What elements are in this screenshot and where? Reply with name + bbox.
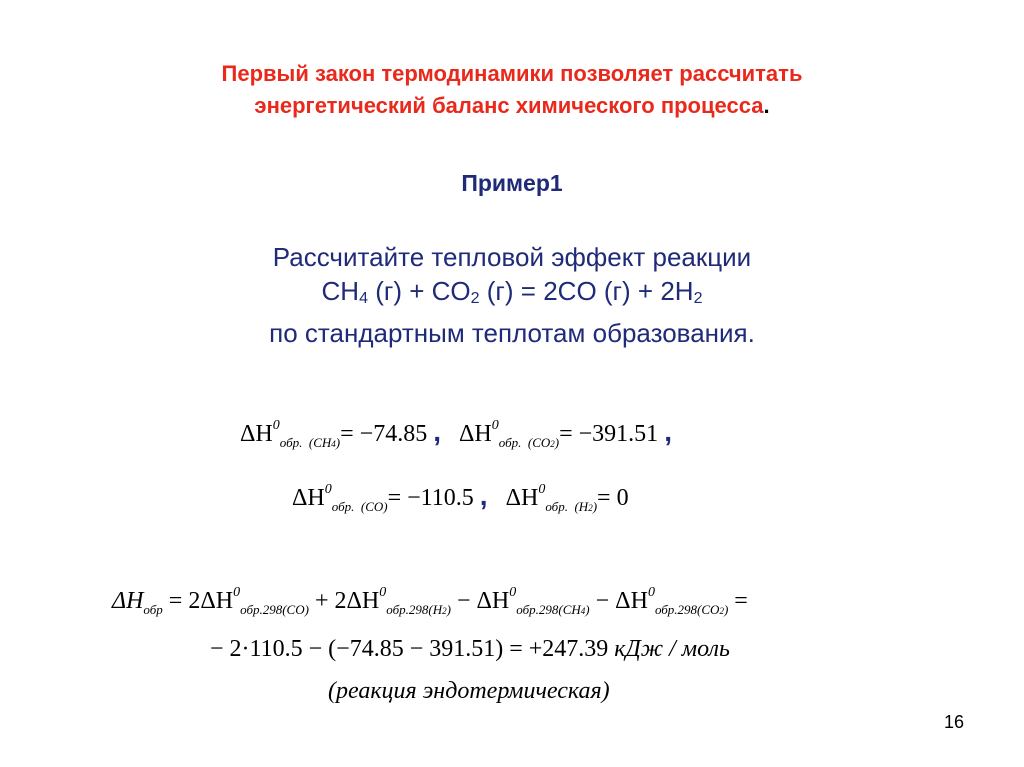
sub-species: (CO) xyxy=(360,499,388,514)
dh-symbol: ΔH xyxy=(240,421,273,447)
sub-obr: обр xyxy=(143,602,163,617)
sub-close: ) xyxy=(585,602,590,617)
title-line-2 xyxy=(0,90,1024,122)
sub-close: ) xyxy=(592,499,598,514)
value-h2: = 0 xyxy=(597,485,629,511)
sub-label xyxy=(332,499,388,514)
sub-label xyxy=(516,602,589,617)
calc-unit: кДж / моль xyxy=(614,636,730,662)
calc-term: − ΔH xyxy=(450,588,510,614)
dh-symbol: ΔH xyxy=(292,485,325,511)
sup-zero: 0 xyxy=(647,585,655,600)
value-co2: = −391.51 xyxy=(559,421,659,447)
values-row-2 xyxy=(292,480,629,512)
sub-obr: обр. xyxy=(331,499,355,514)
title-line-2-text: энергетический баланс химического процесса xyxy=(254,93,764,118)
value-co: = −110.5 xyxy=(387,485,474,511)
sub-species: (CO xyxy=(527,435,551,450)
sub-index: 2 xyxy=(719,606,724,616)
sub-index: 4 xyxy=(580,606,586,616)
calc-term: + 2ΔH xyxy=(308,588,380,614)
sup-zero: 0 xyxy=(538,482,546,497)
value-ch4: = −74.85 xyxy=(340,421,428,447)
calc-term: − ΔH xyxy=(589,588,648,614)
task-statement xyxy=(0,240,1024,350)
sup-zero: 0 xyxy=(509,585,517,600)
eq-sub: 2 xyxy=(470,290,480,307)
eq-sub: 2 xyxy=(693,290,703,307)
note-text: (реакция эндотермическая) xyxy=(328,678,610,704)
dh-symbol: ΔH xyxy=(505,485,539,511)
sub-index: 2 xyxy=(588,503,593,513)
separator-comma: , xyxy=(479,480,488,511)
sub-species: (CH xyxy=(308,435,332,450)
dh-symbol: ΔH xyxy=(458,421,492,447)
dh-co xyxy=(292,482,474,514)
eq-part: (г) = 2CO (г) + 2H xyxy=(479,276,694,306)
sub-close: ) xyxy=(446,602,451,617)
sub-close: ) xyxy=(554,435,560,450)
sub-label xyxy=(545,499,597,514)
example-heading: Пример1 xyxy=(461,170,563,196)
values-row-1 xyxy=(240,416,672,448)
eq-part: CH xyxy=(321,276,360,306)
sub-species: обр.298(CO xyxy=(654,602,720,617)
title-period: . xyxy=(763,93,770,118)
sup-zero: 0 xyxy=(324,482,332,497)
dh-symbol: ΔH xyxy=(112,588,144,614)
sub-species: (H xyxy=(574,499,589,514)
sub-obr: обр. xyxy=(545,499,568,514)
calc-line-2 xyxy=(210,636,730,663)
dh-co2 xyxy=(458,418,659,450)
task-line-3: по стандартным теплотам образования. xyxy=(269,318,755,348)
calc-result: − 2·110.5 − (−74.85 − 391.51) = +247.39 xyxy=(210,636,615,662)
eq-sub: 4 xyxy=(359,290,368,307)
separator-comma: , xyxy=(664,416,672,447)
sub-obr: обр. xyxy=(279,435,303,450)
dh-ch4 xyxy=(240,418,428,450)
reaction-note xyxy=(328,678,610,705)
sub-index: 4 xyxy=(331,439,336,449)
sub-label: обр.298(CO) xyxy=(240,602,309,617)
task-line-1: Рассчитайте тепловой эффект реакции xyxy=(272,242,752,272)
calc-term: = 2ΔH xyxy=(162,588,234,614)
slide-title xyxy=(0,58,1024,122)
sub-label xyxy=(499,435,559,450)
sub-label xyxy=(280,435,340,450)
sub-index: 2 xyxy=(442,606,447,616)
eq-part: (г) + CO xyxy=(367,276,471,306)
sup-zero: 0 xyxy=(379,585,387,600)
sub-label xyxy=(386,602,451,617)
sub-close: ) xyxy=(723,602,729,617)
sub-index: 2 xyxy=(550,439,555,449)
sup-zero: 0 xyxy=(272,418,280,433)
calc-line-1 xyxy=(112,585,748,617)
sub-species: обр.298(H xyxy=(386,602,443,617)
page-number: 16 xyxy=(944,712,965,732)
separator-comma: , xyxy=(433,416,441,447)
sub-label xyxy=(655,602,728,617)
sup-zero: 0 xyxy=(491,418,499,433)
sup-zero: 0 xyxy=(233,585,241,600)
dh-h2 xyxy=(505,482,629,514)
calc-term: = xyxy=(728,588,748,614)
sub-species: обр.298(CH xyxy=(516,602,581,617)
sub-obr: обр. xyxy=(498,435,522,450)
reaction-equation xyxy=(0,274,1024,316)
sub-close: ) xyxy=(335,435,341,450)
title-line-1: Первый закон термодинамики позволяет рассчитать xyxy=(221,61,803,86)
